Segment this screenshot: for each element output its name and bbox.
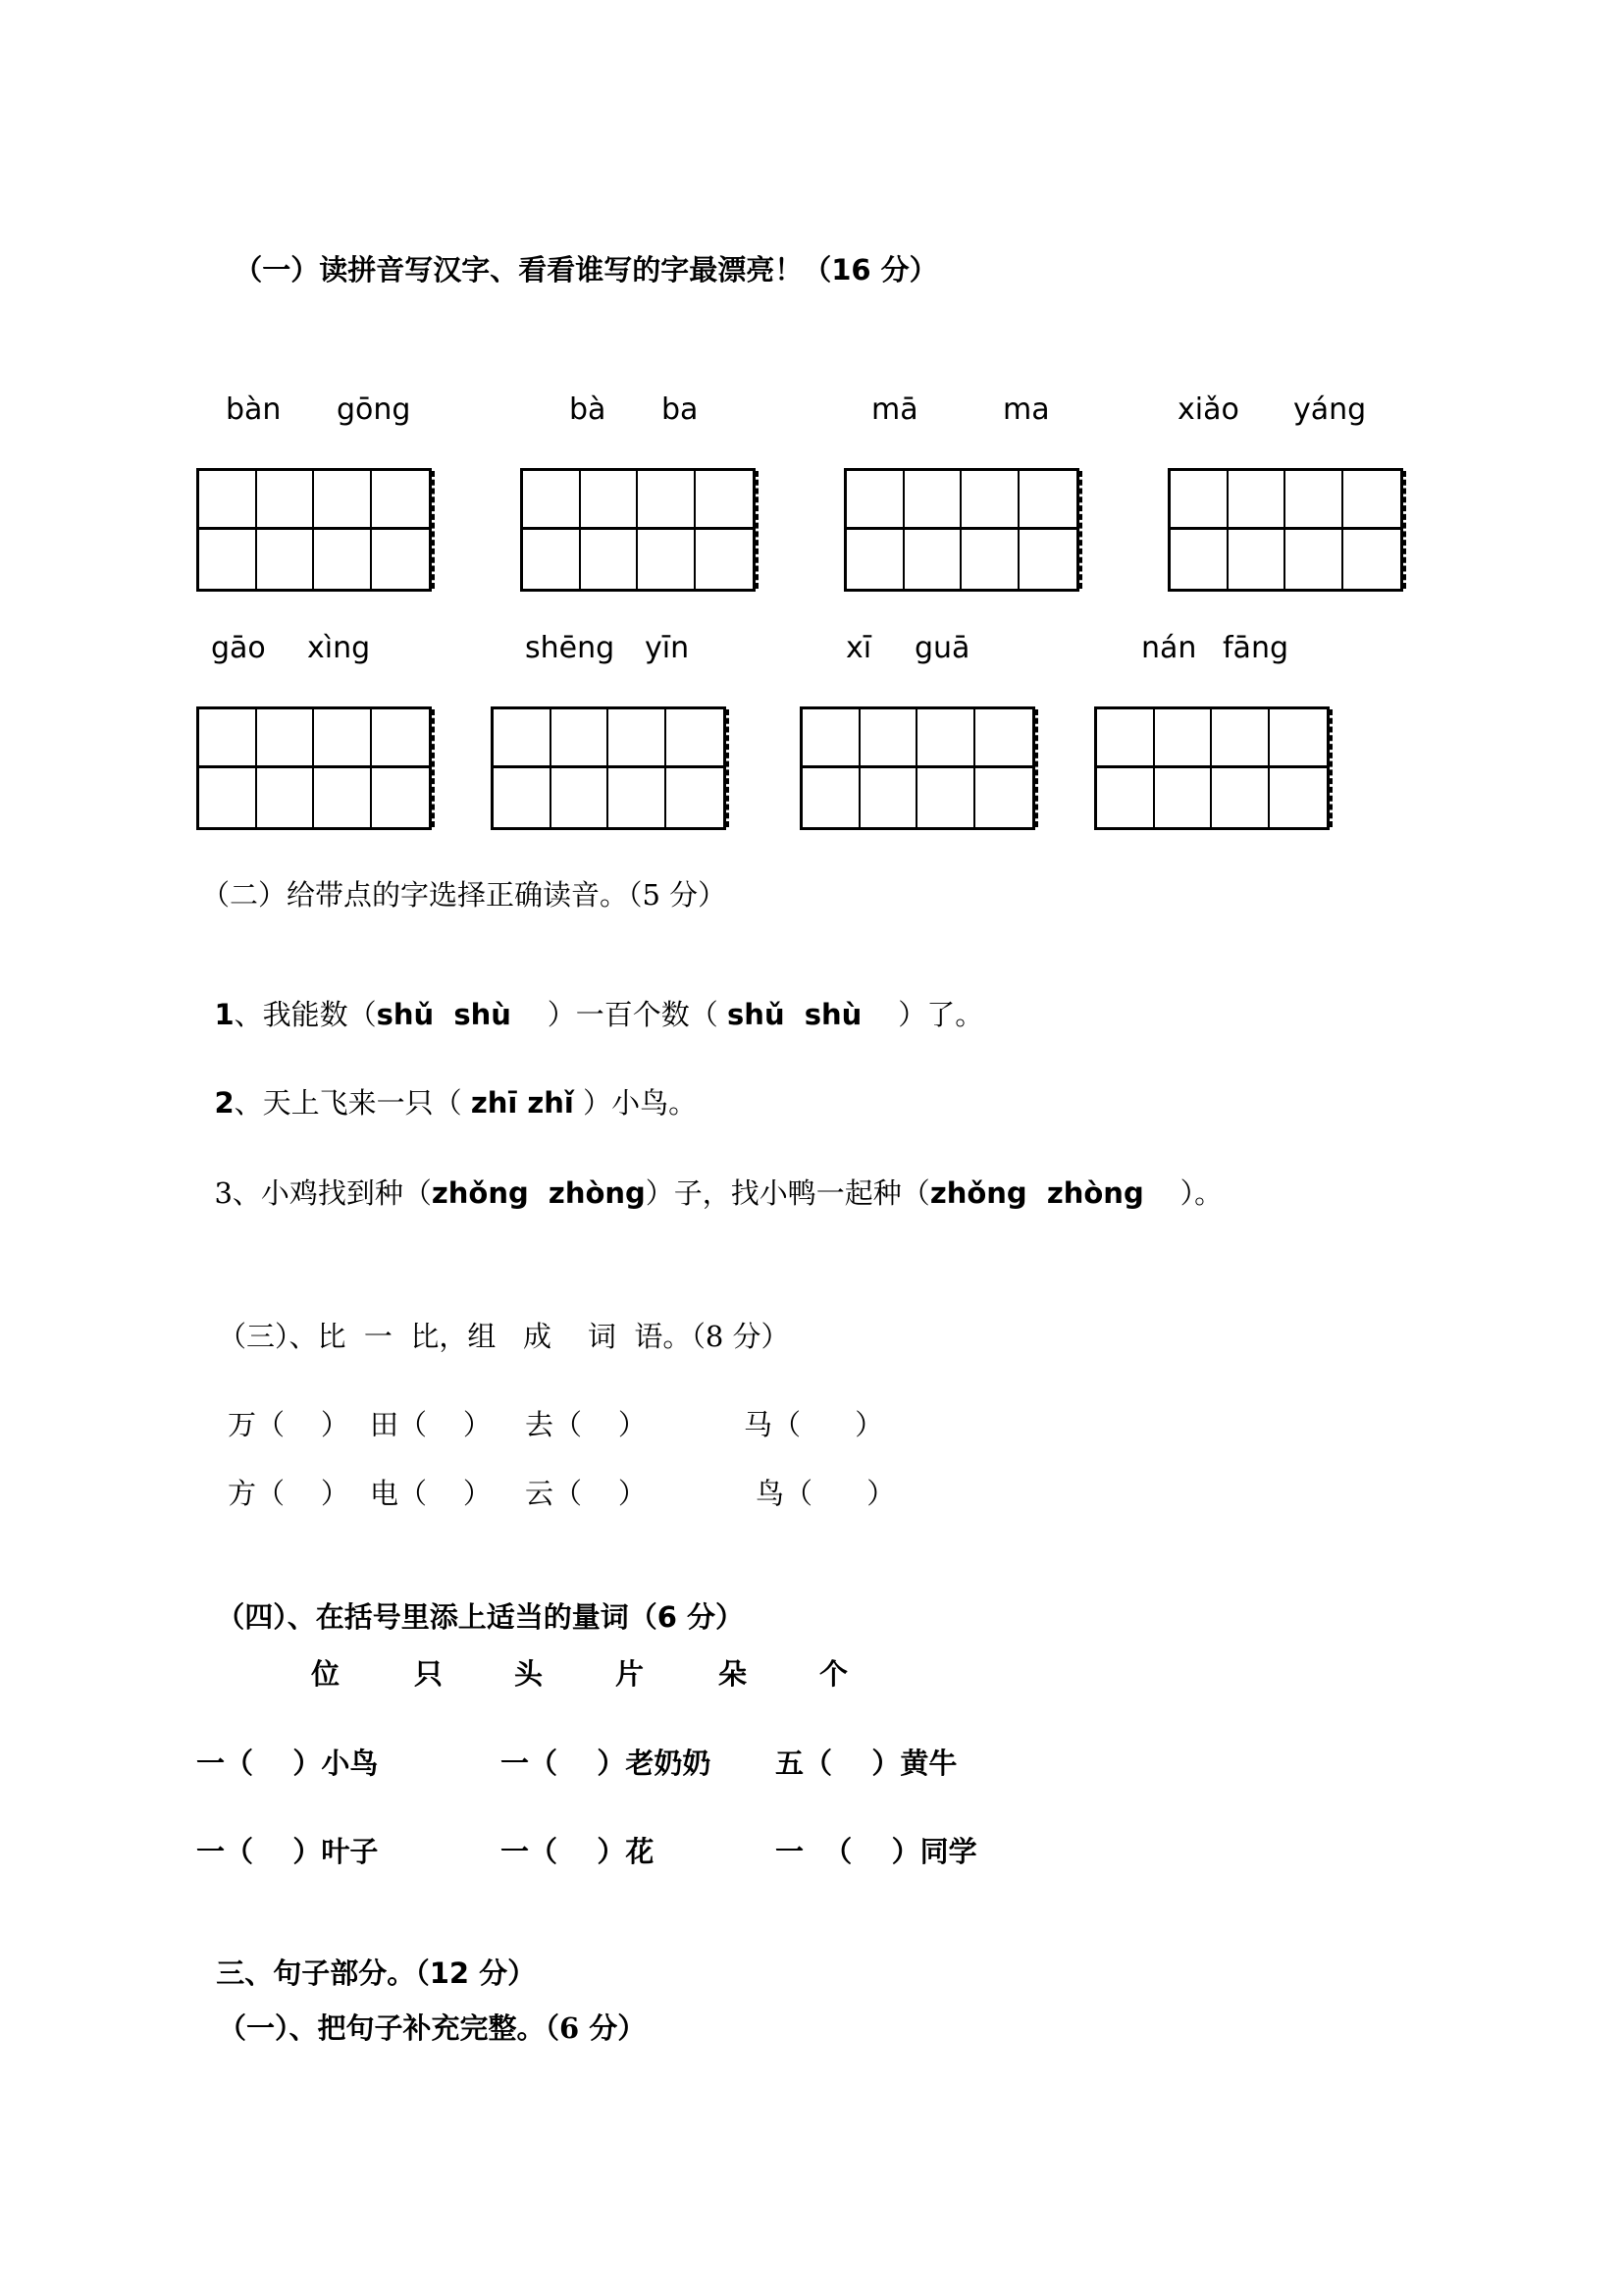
section4-title-text: （四）、在括号里添上适当的量词（ [216, 1600, 657, 1634]
measure-word: 片 [615, 1657, 645, 1691]
section3-title: （三）、比 一 比，组 成 词 语。（8 分） [218, 1320, 790, 1353]
pinyin-8-1: nán [1141, 631, 1197, 665]
writing-grid[interactable] [520, 468, 756, 592]
section4-title-unit: 分） [676, 1600, 745, 1634]
pinyin-choice[interactable]: zhī zhǐ [470, 1086, 574, 1120]
question-2-1 [196, 960, 983, 1033]
fill-item[interactable]: 一（ ）叶子 [196, 1835, 379, 1868]
question-text: ）一百个数（ [510, 998, 728, 1031]
word-item[interactable]: 鸟（ ） [756, 1477, 896, 1510]
section4-title-score: 6 [656, 1600, 677, 1634]
pinyin-1-1: bàn [226, 392, 282, 427]
section1-title-score: 16 [831, 253, 871, 287]
pinyin-7-2: guā [915, 631, 970, 665]
question-text: ）了。 [862, 998, 984, 1031]
pinyin-choice[interactable]: zhǒng zhòng [431, 1176, 646, 1210]
word-item[interactable]: 方（ ） [228, 1477, 349, 1510]
word-item[interactable]: 去（ ） [525, 1408, 647, 1441]
fill-item[interactable]: 一（ ）小鸟 [196, 1747, 379, 1780]
question-text: ）小鸟。 [573, 1086, 698, 1120]
word-item[interactable]: 万（ ） [228, 1408, 349, 1441]
measure-word: 朵 [718, 1657, 748, 1691]
pinyin-6-2: yīn [645, 631, 690, 665]
writing-grid[interactable] [800, 706, 1035, 830]
question-number: 2 [214, 1086, 235, 1120]
section2-title: （二）给带点的字选择正确读音。（5 分） [201, 878, 727, 912]
pinyin-5-1: gāo [211, 631, 266, 665]
pinyin-choice[interactable]: zhǒng zhòng [929, 1176, 1144, 1210]
pinyin-8-2: fāng [1223, 631, 1289, 665]
pinyin-7-1: xī [846, 631, 872, 665]
question-2-2 [196, 1048, 697, 1122]
question-number: 1 [214, 998, 235, 1031]
section1-title-text: （一）读拼音写汉字、看看谁写的字最漂亮！（ [234, 253, 832, 287]
part3-title-score: 12 [429, 1957, 470, 1990]
fill-item[interactable]: 五（ ）黄牛 [775, 1747, 958, 1780]
pinyin-2-2: ba [661, 392, 699, 427]
question-text: 3、小鸡找到种（ [214, 1176, 432, 1210]
question-2-3 [196, 1138, 1223, 1212]
pinyin-choice[interactable]: shǔ shù [727, 998, 863, 1031]
part3-title-text: 三、句子部分。（ [216, 1957, 430, 1990]
measure-word: 只 [414, 1657, 444, 1691]
pinyin-6-1: shēng [525, 631, 615, 665]
writing-grid[interactable] [1094, 706, 1330, 830]
question-text: ）子，找小鸭一起种（ [645, 1176, 930, 1210]
writing-grid[interactable] [196, 468, 432, 592]
word-item[interactable]: 云（ ） [525, 1477, 647, 1510]
question-text: 、天上飞来一只（ [234, 1086, 471, 1120]
writing-grid[interactable] [844, 468, 1079, 592]
question-text: ）。 [1143, 1176, 1224, 1210]
measure-word: 个 [819, 1657, 849, 1691]
section4-title [196, 1562, 744, 1636]
writing-grid[interactable] [1168, 468, 1403, 592]
pinyin-choice[interactable]: shǔ shù [376, 998, 511, 1031]
pinyin-1-2: gōng [337, 392, 411, 427]
measure-word: 头 [514, 1657, 544, 1691]
fill-item[interactable]: 一（ ）老奶奶 [500, 1747, 711, 1780]
pinyin-4-1: xiǎo [1178, 392, 1239, 427]
pinyin-2-1: bà [569, 392, 606, 427]
section1-title [214, 215, 938, 288]
fill-item[interactable]: 一（ ）花 [500, 1835, 655, 1868]
word-item[interactable]: 马（ ） [744, 1408, 884, 1441]
pinyin-5-2: xìng [307, 631, 371, 665]
section1-title-unit: 分） [870, 253, 938, 287]
fill-item[interactable]: 一 （ ）同学 [775, 1835, 977, 1868]
writing-grid[interactable] [196, 706, 432, 830]
pinyin-3-1: mā [871, 392, 918, 427]
question-text: 、我能数（ [234, 998, 377, 1031]
measure-word: 位 [311, 1657, 341, 1691]
part3-subtitle: （一）、把句子补充完整。（6 分） [218, 2011, 647, 2045]
pinyin-3-2: ma [1003, 392, 1050, 427]
word-item[interactable]: 田（ ） [370, 1408, 492, 1441]
part3-title-unit: 分） [469, 1957, 537, 1990]
part3-title [196, 1918, 536, 1992]
writing-grid[interactable] [491, 706, 726, 830]
word-item[interactable]: 电（ ） [370, 1477, 492, 1510]
pinyin-4-2: yáng [1293, 392, 1367, 427]
